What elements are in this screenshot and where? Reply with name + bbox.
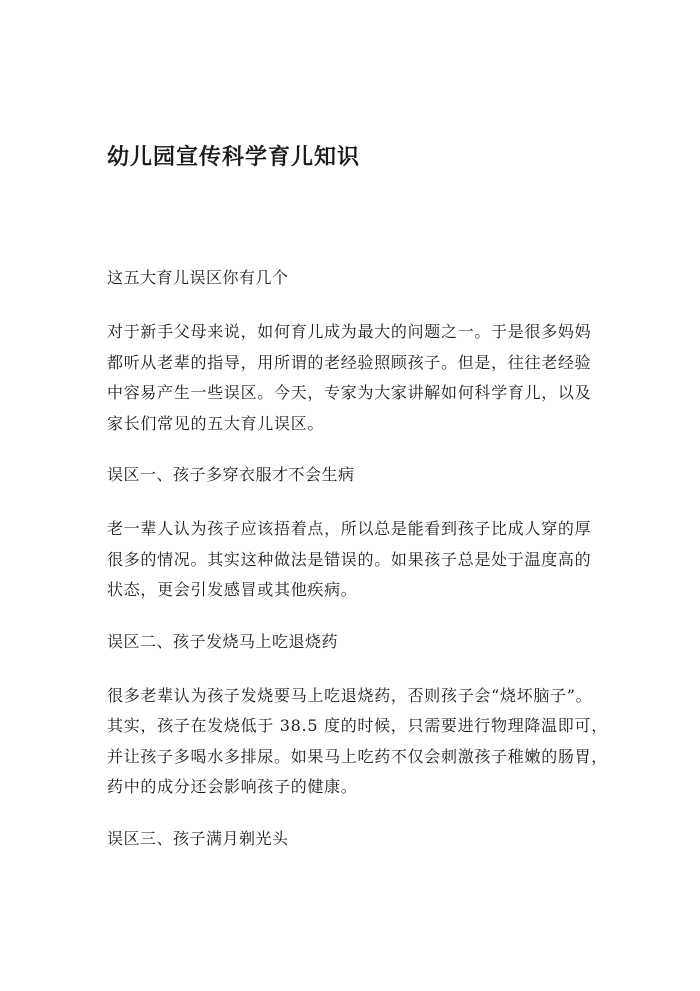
section-paragraph-2 (107, 681, 607, 803)
intro-paragraph (107, 317, 607, 439)
paragraph-line: 很多老辈认为孩子发烧要马上吃退烧药，否则孩子会“烧坏脑子”。 (107, 685, 593, 705)
document-body (107, 265, 607, 878)
intro-line: 家长们常见的五大育儿误区。 (107, 413, 325, 433)
paragraph-line: 很多的情况。其实这种做法是错误的。如果孩子总是处于温度高的 (107, 549, 592, 569)
intro-line: 中容易产生一些误区。今天，专家为大家讲解如何科学育儿，以及 (107, 383, 592, 402)
section-heading-3: 误区三、孩子满月剃光头 (107, 828, 289, 848)
paragraph-line: 其实，孩子在发烧低于 38.5 度的时候，只需要进行物理降温即可， (107, 716, 608, 735)
paragraph-line: 状态，更会引发感冒或其他疾病。 (107, 580, 358, 599)
section-heading-2: 误区二、孩子发烧马上吃退烧药 (107, 631, 339, 651)
section-heading-1: 误区一、孩子多穿衣服才不会生病 (107, 465, 355, 484)
intro-line: 都听从老辈的指导，用所谓的老经验照顾孩子。但是，往往老经验 (107, 352, 592, 372)
intro-line: 对于新手父母来说，如何育儿成为最大的问题之一。于是很多妈妈 (107, 322, 592, 341)
paragraph-line: 并让孩子多喝水多排尿。如果马上吃药不仅会刺激孩子稚嫩的肠胃， (107, 746, 609, 766)
paragraph-line: 老一辈人认为孩子应该捂着点，所以总是能看到孩子比成人穿的厚 (107, 519, 592, 538)
document-title: 幼儿园宣传科学育儿知识 (107, 145, 361, 170)
section-paragraph-1 (107, 514, 607, 606)
paragraph-line: 药中的成分还会影响孩子的健康。 (107, 777, 358, 796)
article-subtitle: 这五大育儿误区你有几个 (107, 268, 289, 287)
